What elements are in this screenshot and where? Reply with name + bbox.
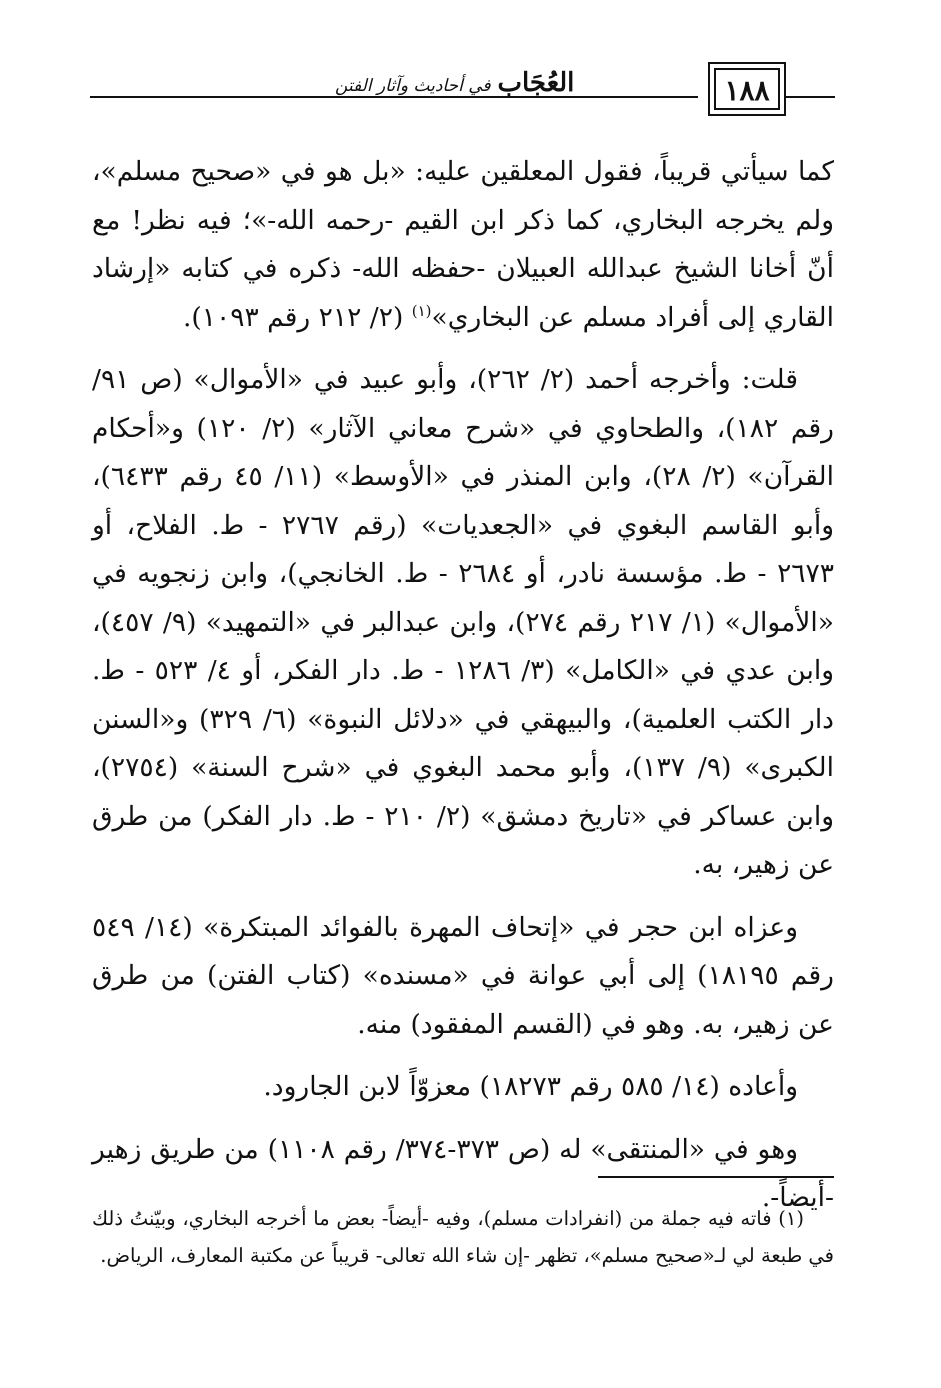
paragraph bbox=[92, 148, 834, 342]
paragraph: قلت: وأخرجه أحمد (٢/ ٢٦٢)، وأبو عبيد في «الأموال» (ص ٩١/ رقم ١٨٢)، والطحاوي في «شرح معاني الآثار» (٢/ ١٢٠) و«أحكام القرآن» (٢/ ٢٨)، وابن المنذر في «الأوسط» (١١/ ٤٥ رقم ٦٤٣٣)، وأبو القاسم البغوي في «الجعديات» (رقم ٢٧٦٧ - ط. الفلاح، أو ٢٦٧٣ - ط. مؤسسة نادر، أو ٢٦٨٤ - ط. الخانجي)، وابن زنجويه في «الأموال» (١/ ٢١٧ رقم ٢٧٤)، وابن عبدالبر في «التمهيد» (٩/ ٤٥٧)، وابن عدي في «الكامل» (٣/ ١٢٨٦ - ط. دار الفكر، أو ٤/ ٥٢٣ - ط. دار الكتب العلمية)، والبيهقي في «دلائل النبوة» (٦/ ٣٢٩) و«السنن الكبرى» (٩/ ١٣٧)، وأبو محمد البغوي في «شرح السنة» (٢٧٥٤)، وابن عساكر في «تاريخ دمشق» (٢/ ٢١٠ - ط. دار الفكر) من طرق عن زهير، به. bbox=[92, 364, 834, 880]
footnote: (١) فاته فيه جملة من (انفرادات مسلم)، وفيه -أيضاً- بعض ما أخرجه البخاري، وبيّنتُ ذلك في طبعة لي لـ«صحيح مسلم»، تظهر -إن شاء الله تعالى- قريباً عن مكتبة المعارف، الرياض. bbox=[92, 1207, 834, 1267]
paragraph: وأعاده (١٤/ ٥٨٥ رقم ١٨٢٧٣) معزوّاً لابن الجارود. bbox=[263, 1071, 798, 1102]
book-title-sub: في أحاديث وآثار الفتن bbox=[335, 76, 491, 96]
footnote-separator bbox=[598, 1176, 834, 1178]
paragraph: وهو في «المنتقى» له (ص ٣٧٣-٣٧٤/ رقم ١١٠٨) من طريق زهير -أيضاً-. bbox=[92, 1133, 834, 1213]
footnote-reference: (١) bbox=[411, 301, 432, 320]
book-title-main: العُجَاب bbox=[497, 68, 575, 98]
paragraph-text: كما سيأتي قريباً، فقول المعلقين عليه: «بل هو في «صحيح مسلم»، ولم يخرجه البخاري، كما ذكر ابن القيم -رحمه الله-»؛ فيه نظر! مع أنّ أخانا الشيخ عبدالله العبيلان -حفظه الله- ذكره في كتابه «إرشاد القاري إلى أفراد مسلم عن البخاري» bbox=[92, 156, 834, 333]
header-rule bbox=[786, 96, 835, 98]
paragraph: وعزاه ابن حجر في «إتحاف المهرة بالفوائد المبتكرة» (١٤/ ٥٤٩ رقم ١٨١٩٥) إلى أبي عوانة في «مسنده» (كتاب الفتن) من طرق عن زهير، به. وهو في (القسم المفقود) منه. bbox=[92, 911, 834, 1040]
page-number: ١٨٨ bbox=[708, 62, 786, 116]
main-text bbox=[92, 148, 834, 1237]
running-header bbox=[90, 62, 835, 122]
book-title bbox=[335, 68, 705, 98]
paragraph-text: (٢/ ٢١٢ رقم ١٠٩٣). bbox=[182, 301, 412, 333]
header-rule bbox=[90, 96, 330, 98]
